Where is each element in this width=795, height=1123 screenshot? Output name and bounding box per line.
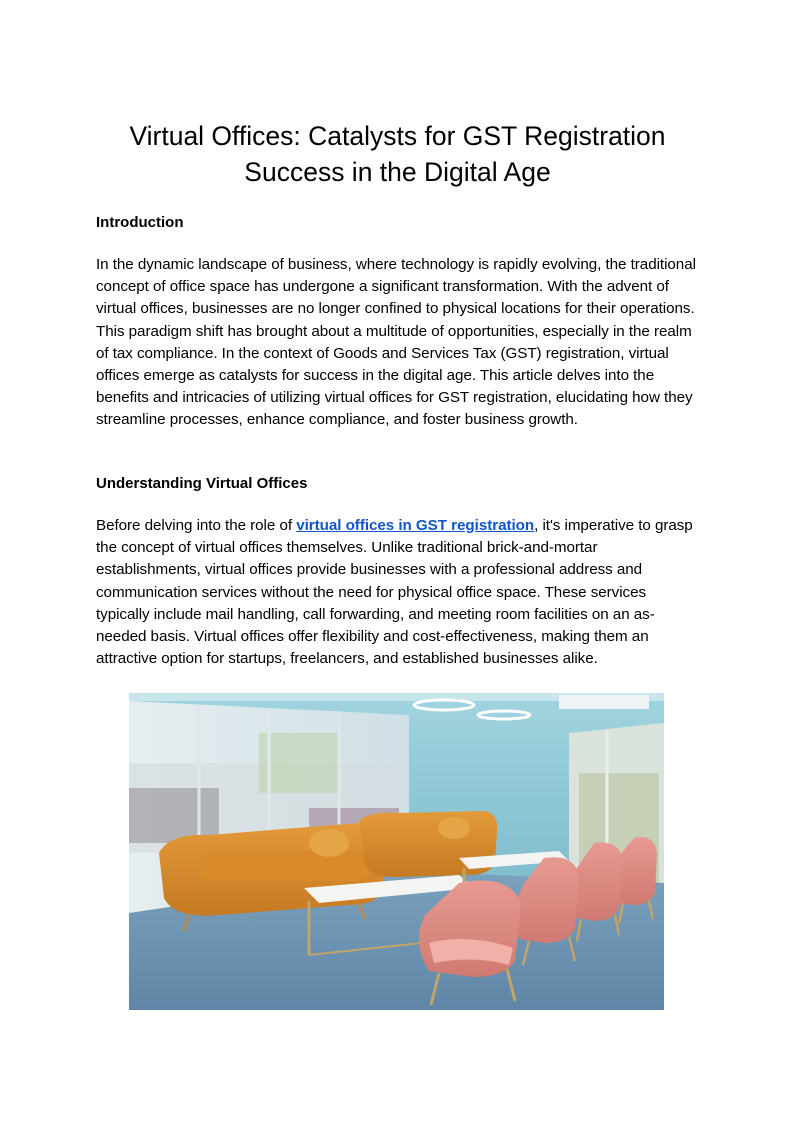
paragraph-text-before-link: Before delving into the role of: [96, 517, 297, 534]
section-heading-understanding: Understanding Virtual Offices: [96, 475, 308, 492]
introduction-paragraph: In the dynamic landscape of business, where technology is rapidly evolving, the traditional concept of office space has undergone a significant transformation. With the advent of virtual offices, businesses are no longer confined to physical locations for their operations. This paradigm shift has brought about a multitude of opportunities, especially in the realm of tax compliance. In the context of Goods and Services Tax (GST) registration, virtual offices emerge as catalysts for success in the digital age. This article delves into the benefits and intricacies of utilizing virtual offices for GST registration, elucidating how they streamline processes, enhance compliance, and foster business growth.: [96, 256, 696, 429]
paragraph-text-after-link: , it's imperative to grasp the concept of virtual offices themselves. Unlike traditional brick-and-mortar establishments, virtual offices provide businesses with a professional address and communication services without the need for physical office space. These services typically include mail handling, call forwarding, and meeting room facilities on an as-needed basis. Virtual offices offer flexibility and cost-effectiveness, making them an attractive option for startups, freelancers, and established businesses alike.: [96, 517, 693, 668]
office-lounge-photo: [129, 693, 664, 1010]
understanding-paragraph: [96, 515, 702, 670]
section-heading-introduction: Introduction: [96, 214, 184, 231]
gst-registration-link[interactable]: virtual offices in GST registration: [296, 517, 535, 534]
document-title: Virtual Offices: Catalysts for GST Registration Success in the Digital Age: [129, 121, 666, 187]
